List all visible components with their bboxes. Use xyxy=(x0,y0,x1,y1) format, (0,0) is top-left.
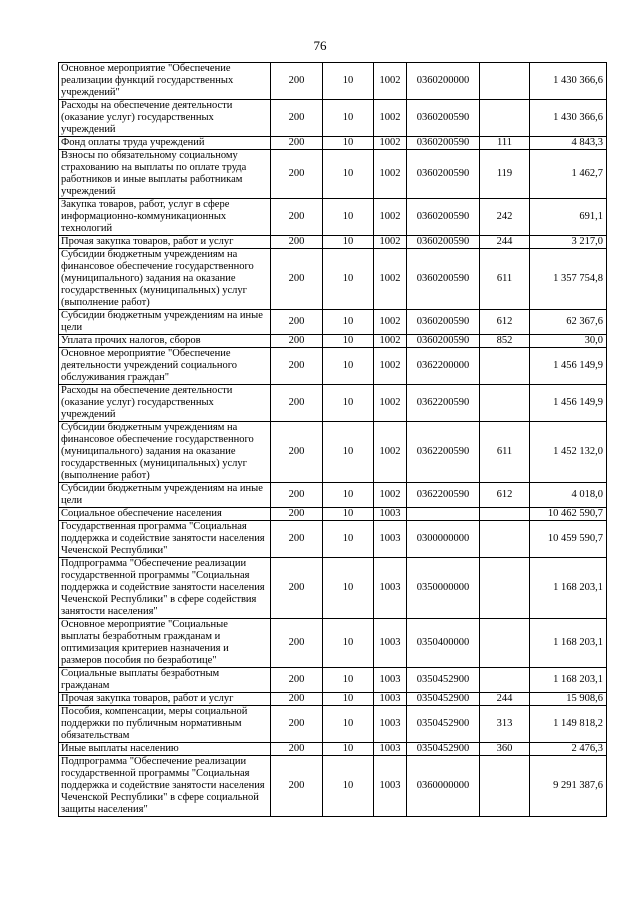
expense-kind-cell: 119 xyxy=(480,150,530,199)
expense-name-cell: Субсидии бюджетным учреждениям на финансовое обеспечение государственного (муниципального) задания на оказание государственных (муниципальных) услуг (выполнение работ) xyxy=(59,249,271,310)
expense-kind-cell xyxy=(480,508,530,521)
target-article-cell: 0360200590 xyxy=(407,150,480,199)
table-row xyxy=(59,335,607,348)
target-article-cell: 0360200590 xyxy=(407,249,480,310)
target-article-cell: 0350000000 xyxy=(407,558,480,619)
subsection-code-cell: 1002 xyxy=(374,348,407,385)
subsection-code-cell: 1002 xyxy=(374,150,407,199)
amount-cell: 1 452 132,0 xyxy=(530,422,607,483)
subsection-code-cell: 1003 xyxy=(374,743,407,756)
expense-name-cell: Закупка товаров, работ, услуг в сфере информационно-коммуникационных технологий xyxy=(59,199,271,236)
admin-code-cell: 200 xyxy=(271,348,323,385)
target-article-cell: 0350400000 xyxy=(407,619,480,668)
target-article-cell: 0360200590 xyxy=(407,236,480,249)
admin-code-cell: 200 xyxy=(271,63,323,100)
expense-name-cell: Государственная программа "Социальная поддержка и содействие занятости населения Чеченской Республики" xyxy=(59,521,271,558)
amount-cell: 1 168 203,1 xyxy=(530,619,607,668)
expense-name-cell: Фонд оплаты труда учреждений xyxy=(59,137,271,150)
target-article-cell: 0360200590 xyxy=(407,310,480,335)
table-row xyxy=(59,100,607,137)
amount-cell: 15 908,6 xyxy=(530,693,607,706)
section-code-cell: 10 xyxy=(323,310,374,335)
section-code-cell: 10 xyxy=(323,150,374,199)
expense-name-cell: Подпрограмма "Обеспечение реализации государственной программы "Социальная поддержка и содействие занятости населения Чеченской Республики" в сфере содействия занятости населения" xyxy=(59,558,271,619)
expense-kind-cell: 612 xyxy=(480,483,530,508)
admin-code-cell: 200 xyxy=(271,619,323,668)
admin-code-cell: 200 xyxy=(271,558,323,619)
expense-kind-cell xyxy=(480,348,530,385)
admin-code-cell: 200 xyxy=(271,756,323,817)
admin-code-cell: 200 xyxy=(271,693,323,706)
page-number: 76 xyxy=(313,38,327,53)
section-code-cell: 10 xyxy=(323,335,374,348)
section-code-cell: 10 xyxy=(323,100,374,137)
amount-cell: 1 357 754,8 xyxy=(530,249,607,310)
amount-cell: 2 476,3 xyxy=(530,743,607,756)
amount-cell: 3 217,0 xyxy=(530,236,607,249)
section-code-cell: 10 xyxy=(323,521,374,558)
amount-cell: 1 456 149,9 xyxy=(530,348,607,385)
section-code-cell: 10 xyxy=(323,508,374,521)
table-row xyxy=(59,619,607,668)
section-code-cell: 10 xyxy=(323,249,374,310)
amount-cell: 1 168 203,1 xyxy=(530,668,607,693)
target-article-cell: 0360000000 xyxy=(407,756,480,817)
amount-cell: 30,0 xyxy=(530,335,607,348)
subsection-code-cell: 1002 xyxy=(374,422,407,483)
amount-cell: 9 291 387,6 xyxy=(530,756,607,817)
expense-kind-cell: 313 xyxy=(480,706,530,743)
table-row xyxy=(59,199,607,236)
target-article-cell: 0360200590 xyxy=(407,100,480,137)
subsection-code-cell: 1002 xyxy=(374,199,407,236)
amount-cell: 691,1 xyxy=(530,199,607,236)
amount-cell: 4 843,3 xyxy=(530,137,607,150)
amount-cell: 62 367,6 xyxy=(530,310,607,335)
amount-cell: 4 018,0 xyxy=(530,483,607,508)
admin-code-cell: 200 xyxy=(271,100,323,137)
subsection-code-cell: 1003 xyxy=(374,619,407,668)
expense-kind-cell xyxy=(480,100,530,137)
section-code-cell: 10 xyxy=(323,137,374,150)
subsection-code-cell: 1003 xyxy=(374,668,407,693)
amount-cell: 1 430 366,6 xyxy=(530,63,607,100)
target-article-cell: 0350452900 xyxy=(407,743,480,756)
target-article-cell: 0300000000 xyxy=(407,521,480,558)
expense-kind-cell xyxy=(480,756,530,817)
table-row xyxy=(59,743,607,756)
section-code-cell: 10 xyxy=(323,483,374,508)
amount-cell: 1 462,7 xyxy=(530,150,607,199)
table-row xyxy=(59,137,607,150)
section-code-cell: 10 xyxy=(323,348,374,385)
amount-cell: 1 456 149,9 xyxy=(530,385,607,422)
table-row xyxy=(59,558,607,619)
section-code-cell: 10 xyxy=(323,199,374,236)
section-code-cell: 10 xyxy=(323,693,374,706)
subsection-code-cell: 1003 xyxy=(374,508,407,521)
expense-name-cell: Социальные выплаты безработным гражданам xyxy=(59,668,271,693)
admin-code-cell: 200 xyxy=(271,743,323,756)
section-code-cell: 10 xyxy=(323,706,374,743)
amount-cell: 10 462 590,7 xyxy=(530,508,607,521)
table-row xyxy=(59,521,607,558)
target-article-cell: 0360200590 xyxy=(407,199,480,236)
expense-name-cell: Расходы на обеспечение деятельности (оказание услуг) государственных учреждений xyxy=(59,100,271,137)
target-article-cell: 0350452900 xyxy=(407,668,480,693)
expense-kind-cell xyxy=(480,668,530,693)
expense-name-cell: Иные выплаты населению xyxy=(59,743,271,756)
admin-code-cell: 200 xyxy=(271,199,323,236)
admin-code-cell: 200 xyxy=(271,521,323,558)
expense-kind-cell xyxy=(480,619,530,668)
subsection-code-cell: 1003 xyxy=(374,558,407,619)
subsection-code-cell: 1002 xyxy=(374,236,407,249)
subsection-code-cell: 1002 xyxy=(374,100,407,137)
admin-code-cell: 200 xyxy=(271,310,323,335)
expense-name-cell: Основное мероприятие "Социальные выплаты безработным гражданам и оптимизация критериев назначения и размеров пособия по безработице" xyxy=(59,619,271,668)
table-row xyxy=(59,385,607,422)
expense-name-cell: Взносы по обязательному социальному страхованию на выплаты по оплате труда работников и иные выплаты работникам учреждений xyxy=(59,150,271,199)
expense-name-cell: Расходы на обеспечение деятельности (оказание услуг) государственных учреждений xyxy=(59,385,271,422)
expense-kind-cell: 611 xyxy=(480,249,530,310)
target-article-cell: 0362200590 xyxy=(407,385,480,422)
subsection-code-cell: 1002 xyxy=(374,63,407,100)
expense-kind-cell xyxy=(480,521,530,558)
table-body xyxy=(59,63,607,817)
table-row xyxy=(59,668,607,693)
expense-name-cell: Субсидии бюджетным учреждениям на иные цели xyxy=(59,483,271,508)
table-row xyxy=(59,348,607,385)
expense-kind-cell: 360 xyxy=(480,743,530,756)
table-row xyxy=(59,693,607,706)
admin-code-cell: 200 xyxy=(271,706,323,743)
expense-name-cell: Прочая закупка товаров, работ и услуг xyxy=(59,693,271,706)
amount-cell: 1 149 818,2 xyxy=(530,706,607,743)
table-row xyxy=(59,249,607,310)
subsection-code-cell: 1002 xyxy=(374,310,407,335)
subsection-code-cell: 1002 xyxy=(374,483,407,508)
budget-table xyxy=(58,62,607,817)
expense-name-cell: Социальное обеспечение населения xyxy=(59,508,271,521)
expense-kind-cell xyxy=(480,558,530,619)
expense-kind-cell xyxy=(480,385,530,422)
expense-kind-cell: 242 xyxy=(480,199,530,236)
admin-code-cell: 200 xyxy=(271,150,323,199)
target-article-cell: 0360200590 xyxy=(407,335,480,348)
table-row xyxy=(59,422,607,483)
section-code-cell: 10 xyxy=(323,756,374,817)
amount-cell: 1 168 203,1 xyxy=(530,558,607,619)
section-code-cell: 10 xyxy=(323,668,374,693)
admin-code-cell: 200 xyxy=(271,385,323,422)
admin-code-cell: 200 xyxy=(271,137,323,150)
expense-name-cell: Уплата прочих налогов, сборов xyxy=(59,335,271,348)
section-code-cell: 10 xyxy=(323,236,374,249)
subsection-code-cell: 1003 xyxy=(374,521,407,558)
expense-kind-cell: 244 xyxy=(480,693,530,706)
subsection-code-cell: 1003 xyxy=(374,693,407,706)
table-row xyxy=(59,236,607,249)
subsection-code-cell: 1002 xyxy=(374,335,407,348)
expense-kind-cell: 612 xyxy=(480,310,530,335)
expense-name-cell: Пособия, компенсации, меры социальной поддержки по публичным нормативным обязательствам xyxy=(59,706,271,743)
table-row xyxy=(59,508,607,521)
admin-code-cell: 200 xyxy=(271,668,323,693)
admin-code-cell: 200 xyxy=(271,422,323,483)
section-code-cell: 10 xyxy=(323,743,374,756)
section-code-cell: 10 xyxy=(323,422,374,483)
admin-code-cell: 200 xyxy=(271,236,323,249)
target-article-cell: 0350452900 xyxy=(407,693,480,706)
expense-name-cell: Основное мероприятие "Обеспечение деятельности учреждений социального обслуживания граждан" xyxy=(59,348,271,385)
section-code-cell: 10 xyxy=(323,385,374,422)
table-row xyxy=(59,63,607,100)
expense-kind-cell xyxy=(480,63,530,100)
expense-name-cell: Основное мероприятие "Обеспечение реализации функций государственных учреждений" xyxy=(59,63,271,100)
section-code-cell: 10 xyxy=(323,619,374,668)
target-article-cell: 0360200590 xyxy=(407,137,480,150)
subsection-code-cell: 1003 xyxy=(374,706,407,743)
expense-kind-cell: 611 xyxy=(480,422,530,483)
table-row xyxy=(59,706,607,743)
subsection-code-cell: 1002 xyxy=(374,137,407,150)
table-row xyxy=(59,150,607,199)
target-article-cell: 0360200000 xyxy=(407,63,480,100)
admin-code-cell: 200 xyxy=(271,335,323,348)
expense-name-cell: Прочая закупка товаров, работ и услуг xyxy=(59,236,271,249)
target-article-cell: 0362200000 xyxy=(407,348,480,385)
expense-name-cell: Подпрограмма "Обеспечение реализации государственной программы "Социальная поддержка и содействие занятости населения Чеченской Республики" в сфере социальной защиты населения" xyxy=(59,756,271,817)
expense-kind-cell: 852 xyxy=(480,335,530,348)
amount-cell: 1 430 366,6 xyxy=(530,100,607,137)
subsection-code-cell: 1002 xyxy=(374,385,407,422)
target-article-cell: 0362200590 xyxy=(407,422,480,483)
subsection-code-cell: 1002 xyxy=(374,249,407,310)
admin-code-cell: 200 xyxy=(271,249,323,310)
admin-code-cell: 200 xyxy=(271,483,323,508)
expense-kind-cell: 111 xyxy=(480,137,530,150)
target-article-cell xyxy=(407,508,480,521)
table-row xyxy=(59,483,607,508)
admin-code-cell: 200 xyxy=(271,508,323,521)
target-article-cell: 0362200590 xyxy=(407,483,480,508)
table-row xyxy=(59,756,607,817)
expense-kind-cell: 244 xyxy=(480,236,530,249)
section-code-cell: 10 xyxy=(323,63,374,100)
amount-cell: 10 459 590,7 xyxy=(530,521,607,558)
expense-name-cell: Субсидии бюджетным учреждениям на финансовое обеспечение государственного (муниципального) задания на оказание государственных (муниципальных) услуг (выполнение работ) xyxy=(59,422,271,483)
expense-name-cell: Субсидии бюджетным учреждениям на иные цели xyxy=(59,310,271,335)
section-code-cell: 10 xyxy=(323,558,374,619)
table-row xyxy=(59,310,607,335)
target-article-cell: 0350452900 xyxy=(407,706,480,743)
subsection-code-cell: 1003 xyxy=(374,756,407,817)
